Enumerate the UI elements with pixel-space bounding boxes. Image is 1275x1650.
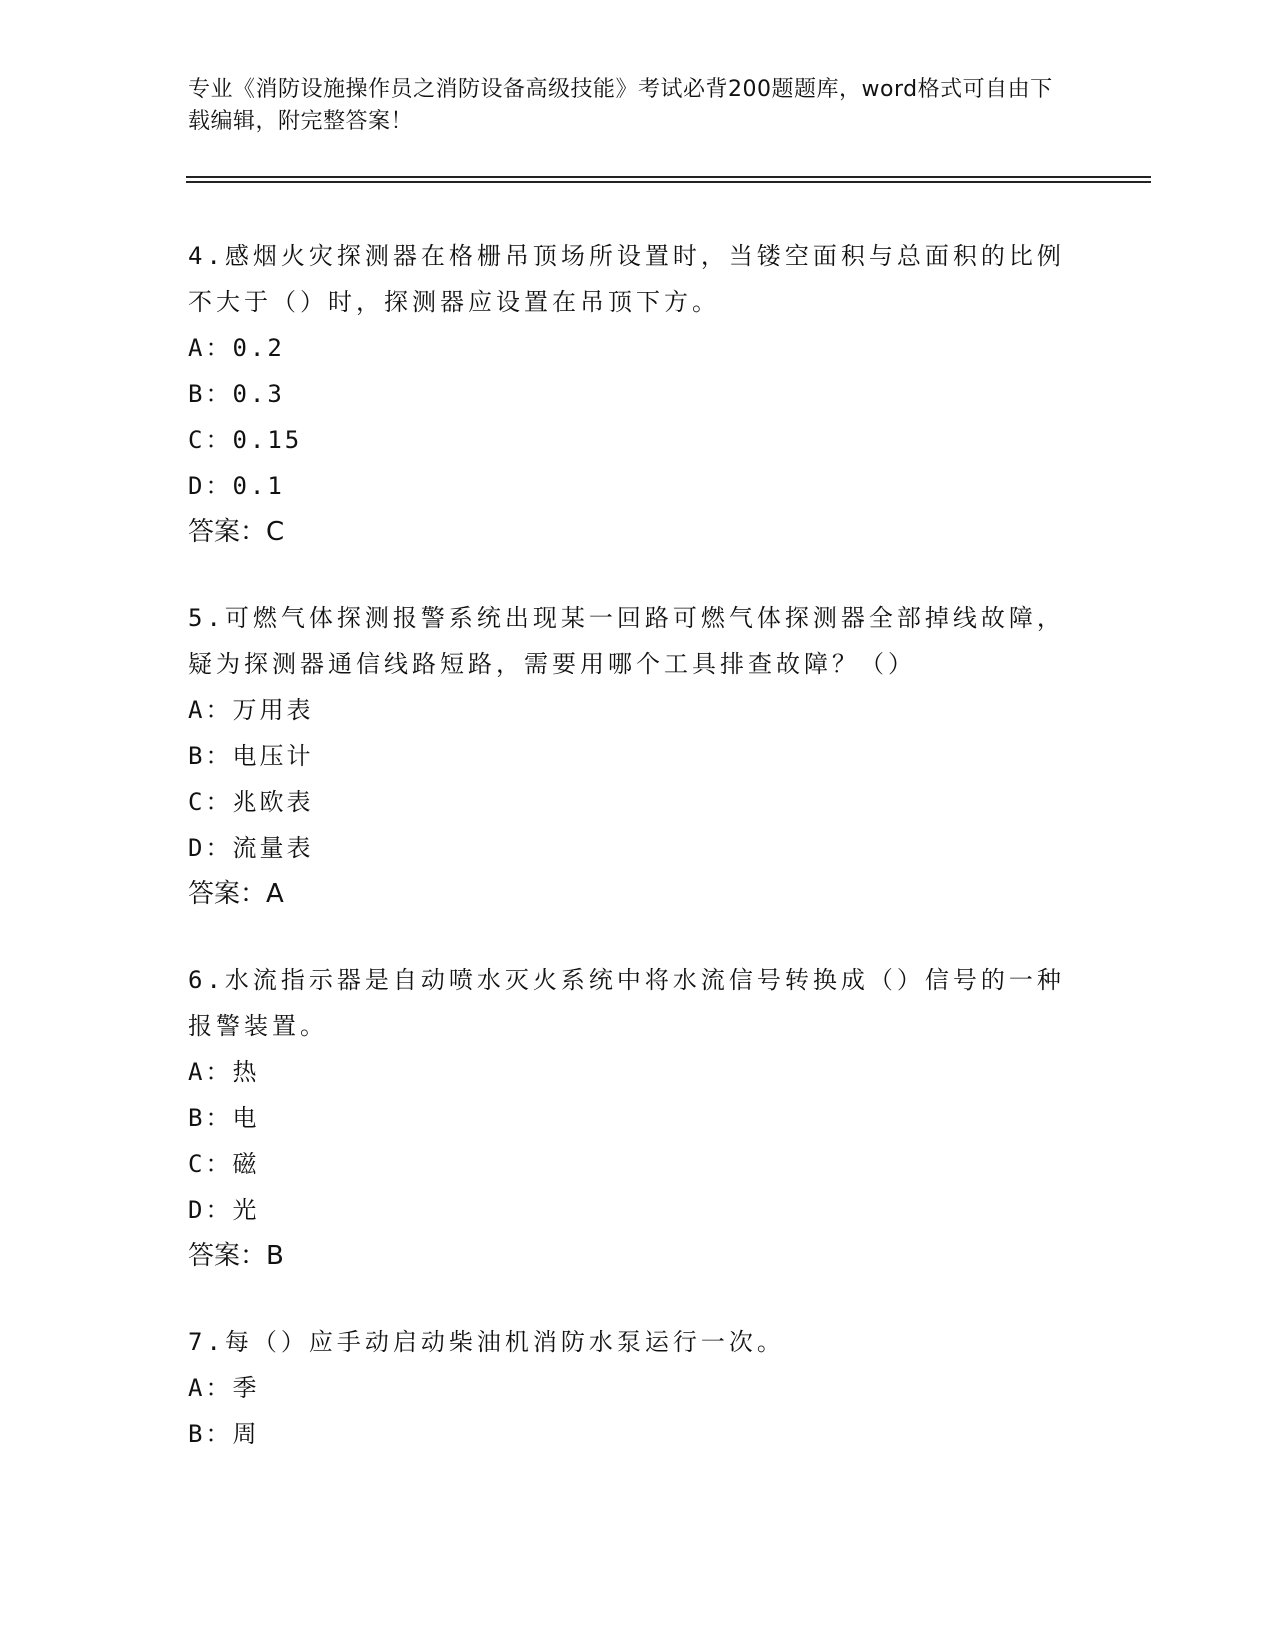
document-header: 专业《消防设施操作员之消防设备高级技能》考试必背200题题库，word格式可自由下载编辑，附完整答案！ [188, 77, 1053, 134]
question-text: 6.水流指示器是自动喷水灭火系统中将水流信号转换成（）信号的一种报警装置。 [188, 966, 1065, 1040]
option-a: A：万用表 [188, 696, 314, 724]
option-a: A：热 [188, 1058, 260, 1086]
question-6 [188, 957, 1068, 1279]
option-c: C：磁 [188, 1150, 260, 1178]
option-b: B：电压计 [188, 742, 314, 770]
option-b: B：周 [188, 1420, 260, 1448]
header-rule-bottom [186, 181, 1151, 183]
header-rule-top [186, 176, 1151, 178]
option-a: A：0.2 [188, 334, 285, 362]
question-text: 5.可燃气体探测报警系统出现某一回路可燃气体探测器全部掉线故障，疑为探测器通信线路短路，需要用哪个工具排查故障？（） [188, 604, 1065, 678]
option-d: D：0.1 [188, 472, 285, 500]
answer: 答案：B [188, 1241, 284, 1271]
option-b: B：0.3 [188, 380, 285, 408]
question-7 [188, 1319, 1068, 1457]
option-c: C：兆欧表 [188, 788, 314, 816]
question-4 [188, 233, 1068, 555]
option-a: A：季 [188, 1374, 260, 1402]
question-5 [188, 595, 1068, 917]
question-list [188, 233, 1068, 1497]
option-b: B：电 [188, 1104, 260, 1132]
answer: 答案：A [188, 879, 284, 909]
option-c: C：0.15 [188, 426, 303, 454]
question-text: 7.每（）应手动启动柴油机消防水泵运行一次。 [188, 1328, 785, 1356]
option-d: D：光 [188, 1196, 260, 1224]
answer: 答案：C [188, 517, 285, 547]
option-d: D：流量表 [188, 834, 314, 862]
question-text: 4.感烟火灾探测器在格栅吊顶场所设置时，当镂空面积与总面积的比例不大于（）时，探测器应设置在吊顶下方。 [188, 242, 1065, 316]
